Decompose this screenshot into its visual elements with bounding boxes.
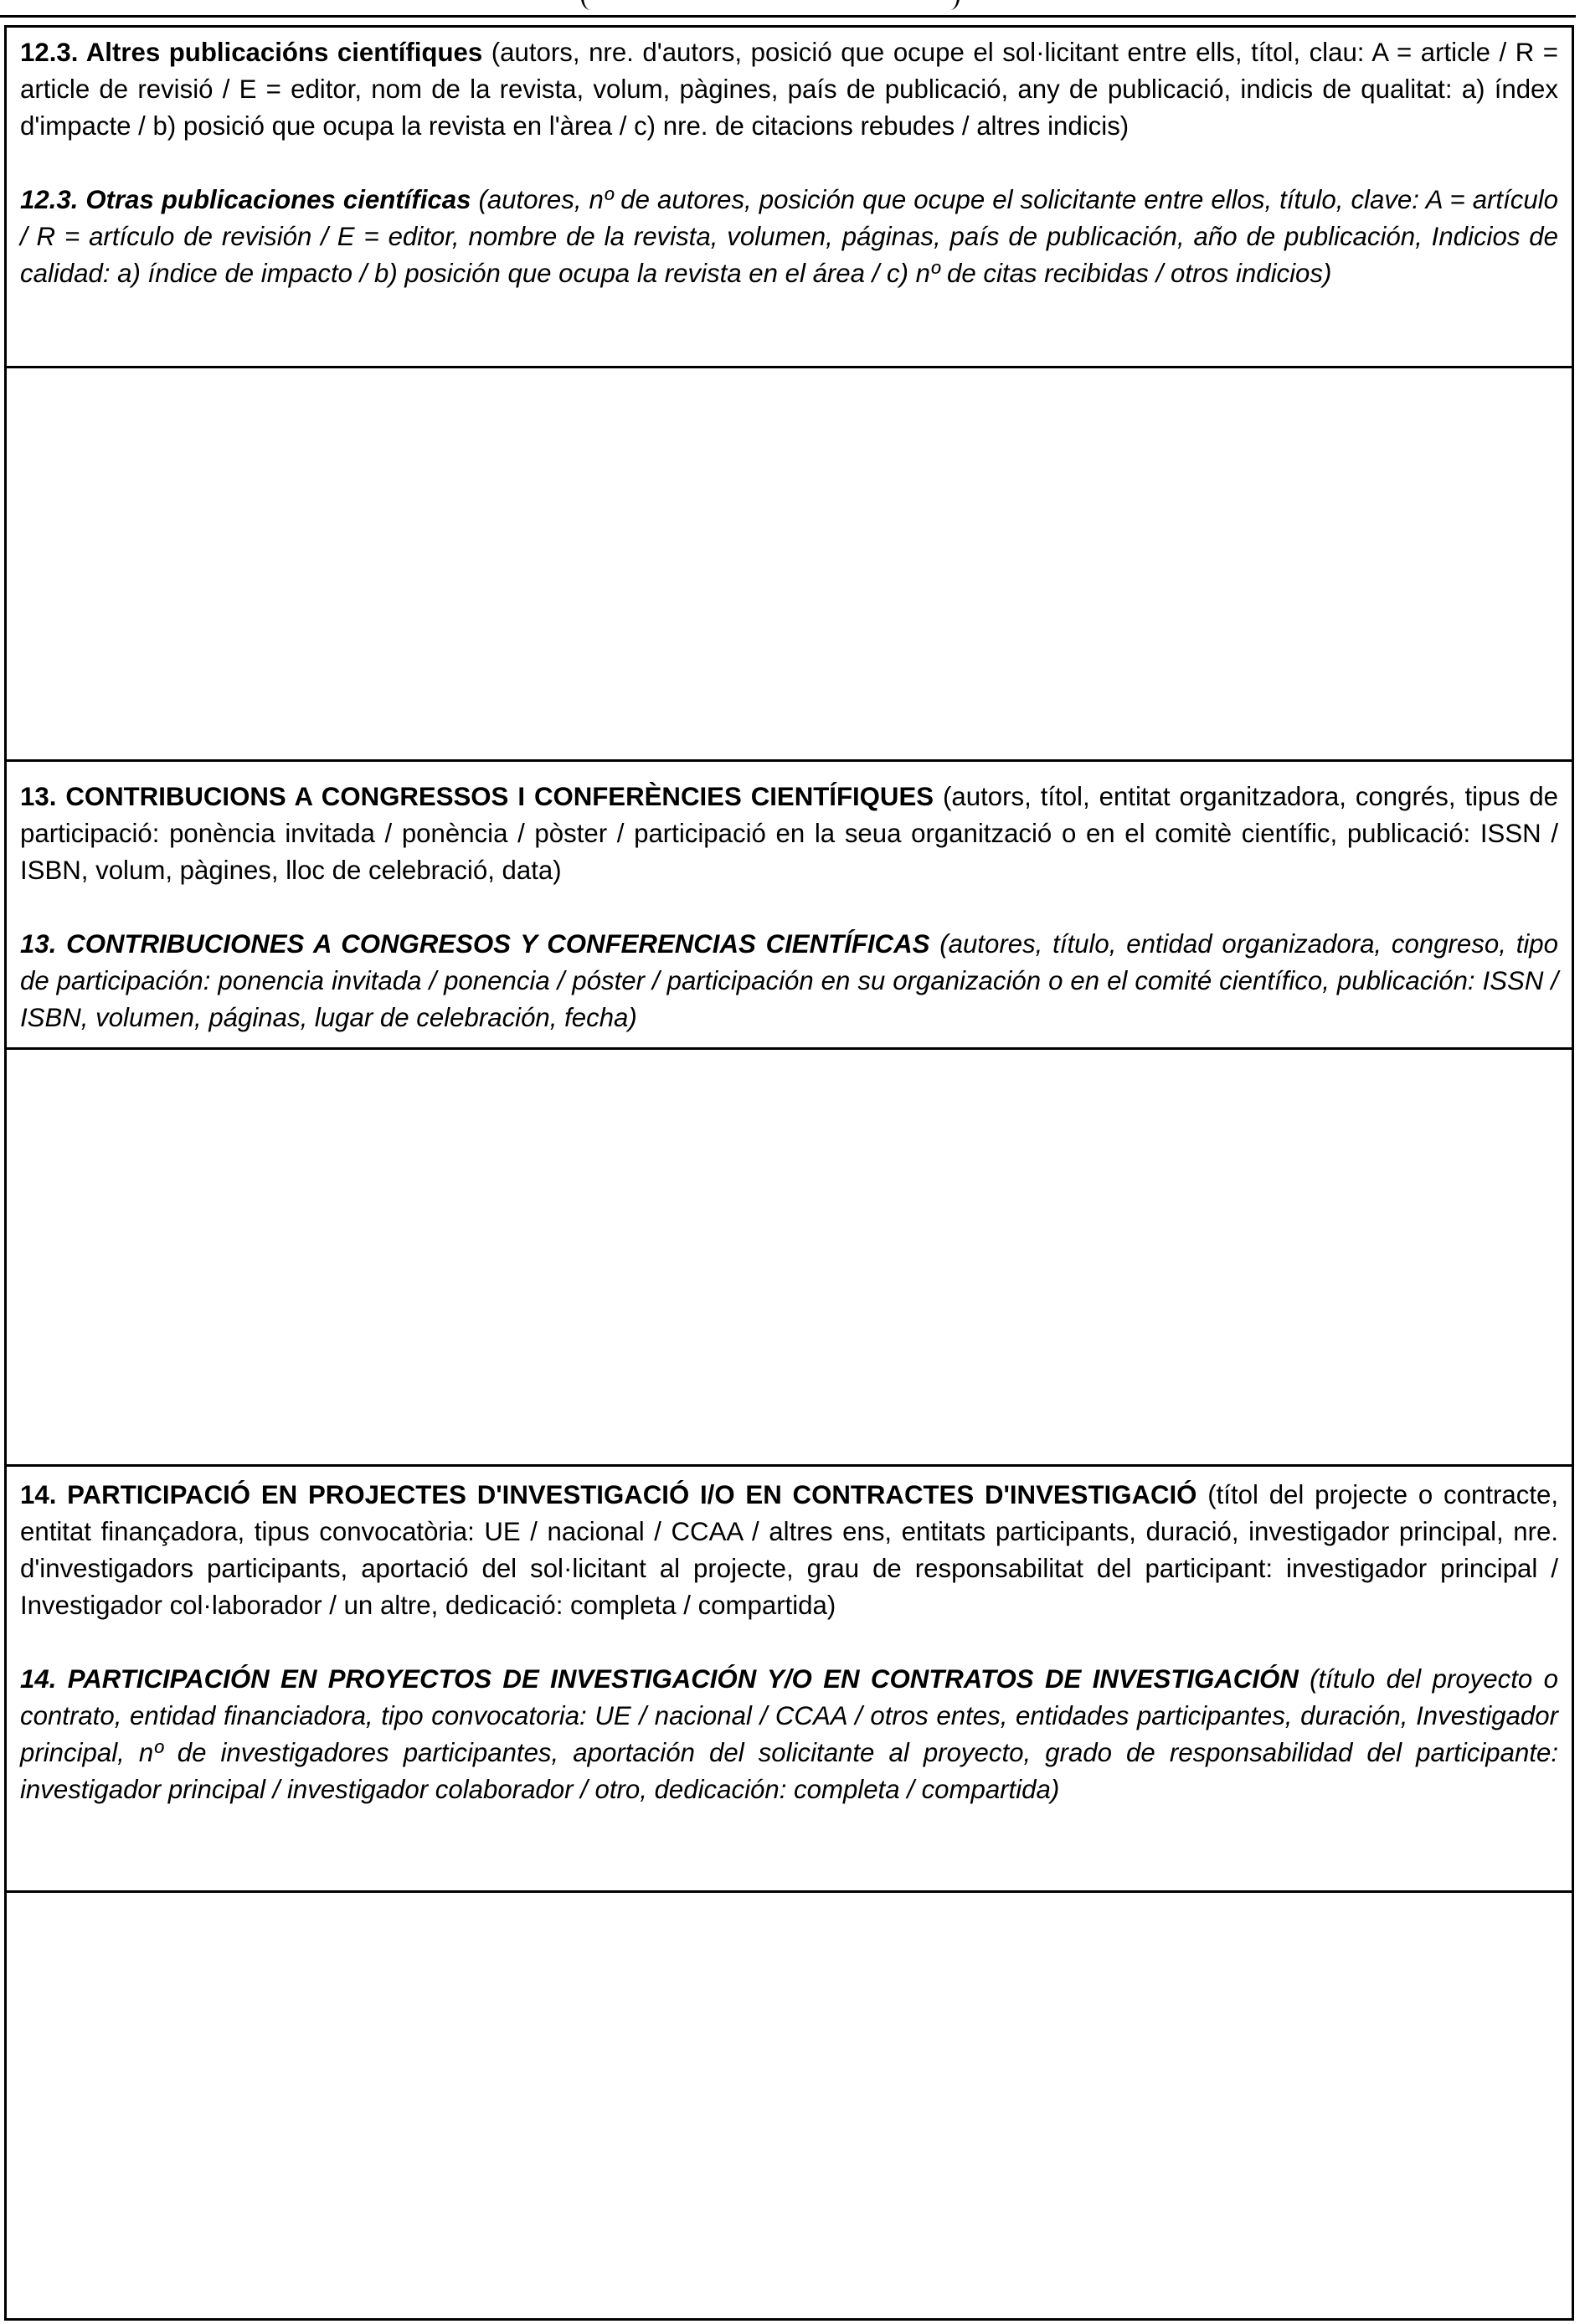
section-13-valencian-description: (autors, títol, entitat organitzadora, congrés, tipus de participació: ponència invitada / ponència / pòster / participació en la seua organització o en el comitè científic, publicació: ISSN / ISBN, volum, pàgines, lloc de celebració, data) — [20, 782, 1558, 885]
section-12-3-spanish-heading: 12.3. Otras publicaciones científicas — [20, 185, 471, 214]
section-14-spanish-text — [20, 1661, 1558, 1808]
section-13-entry-field[interactable] — [7, 1050, 1572, 1467]
section-14-valencian-text — [20, 1477, 1558, 1624]
section-13-spanish-description: (autores, título, entidad organizadora, congreso, tipo de participación: ponencia invitada / ponencia / póster / participación en su organización o en el comité científico, publicación: ISSN / ISBN, volumen, páginas, lugar de celebración, fecha) — [20, 929, 1558, 1032]
header-rule — [0, 15, 1576, 18]
section-13-valencian-text — [20, 779, 1558, 889]
section-14-header — [7, 1467, 1572, 1893]
section-14-entry-field[interactable] — [7, 1893, 1572, 2318]
section-12-3-spanish-description: (autores, nº de autores, posición que ocupe el solicitante entre ellos, título, clave: A = artículo / R = artículo de revisión / E = editor, nombre de la revista, volumen, páginas, país de publicación, año de publicación, Indicios de calidad: a) índice de impacto / b) posición que ocupa la revista en el área / c) nº de citas recibidas / otros indicios) — [20, 185, 1558, 288]
section-14-valencian-heading: 14. PARTICIPACIÓ EN PROJECTES D'INVESTIGACIÓ I/O EN CONTRACTES D'INVESTIGACIÓ — [20, 1480, 1197, 1509]
section-12-3-valencian-text — [20, 34, 1558, 145]
left-parenthesis-fragment — [581, 0, 600, 10]
section-14-spanish-heading: 14. PARTICIPACIÓN EN PROYECTOS DE INVESTIGACIÓN Y/O EN CONTRATOS DE INVESTIGACIÓN — [20, 1664, 1299, 1694]
section-12-3-valencian-heading: 12.3. Altres publicacións científiques — [20, 38, 483, 67]
cut-off-header-parentheses — [578, 0, 963, 10]
right-parenthesis-fragment — [940, 0, 960, 10]
section-13-valencian-heading: 13. CONTRIBUCIONS A CONGRESSOS I CONFERÈNCIES CIENTÍFIQUES — [20, 782, 934, 811]
section-14-valencian-description: (títol del projecte o contracte, entitat finançadora, tipus convocatòria: UE / nacional / CCAA / altres ens, entitats participants, duració, investigador principal, nre. d'investigadors participants, aportació del sol·licitant al projecte, grau de responsabilitat del participant: investigador principal / Investigador col·laborador / un altre, dedicació: completa / compartida) — [20, 1480, 1559, 1620]
section-12-3-spanish-text — [20, 182, 1558, 292]
section-13-spanish-heading: 13. CONTRIBUCIONES A CONGRESOS Y CONFERENCIAS CIENTÍFICAS — [20, 929, 930, 959]
section-13-spanish-text — [20, 926, 1558, 1036]
section-12-3-header — [7, 28, 1572, 368]
section-12-3-valencian-description: (autors, nre. d'autors, posició que ocupe el sol·licitant entre ells, títol, clau: A = article / R = article de revisió / E = editor, nom de la revista, volum, pàgines, país de publicació, any de publicació, indicis de qualitat: a) índex d'impacte / b) posició que ocupa la revista en l'àrea / c) nre. de citacions rebudes / altres indicis) — [20, 38, 1559, 141]
section-13-header — [7, 762, 1572, 1050]
section-12-3-entry-field[interactable] — [7, 368, 1572, 762]
section-14-spanish-description: (título del proyecto o contrato, entidad financiadora, tipo convocatoria: UE / nacional / CCAA / otros entes, entidades participantes, duración, Investigador principal, nº de investigadores participantes, aportación del solicitante al proyecto, grado de responsabilidad del participante: investigador principal / investigador colaborador / otro, dedicación: completa / compartida) — [20, 1664, 1558, 1804]
form-table — [4, 25, 1574, 2321]
